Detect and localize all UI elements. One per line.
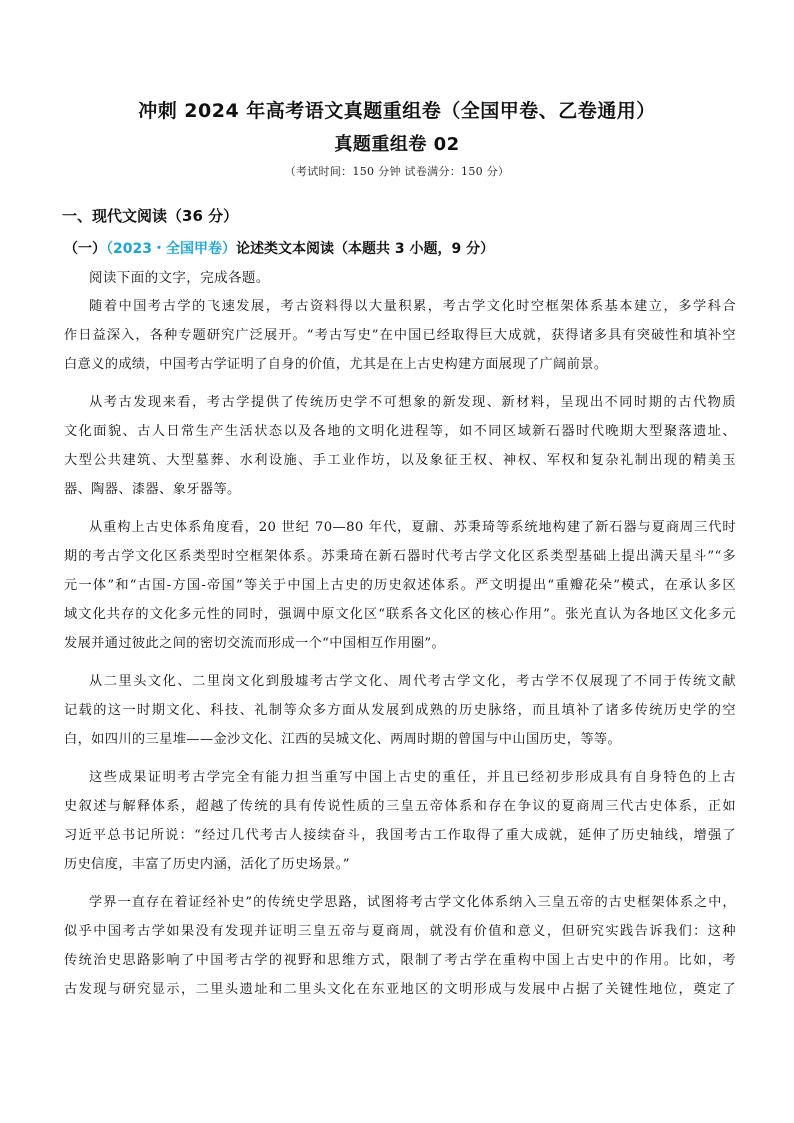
- sub-heading-title: 论述类文本阅读（本题共 3 小题，9 分）: [235, 241, 495, 257]
- passage-line: 元一体”和“古国-方国-帝国”等关于中国上古史的历史叙述体系。严文明提出“重瓣花朵”模式，在承认多区: [64, 578, 736, 593]
- passage-line: 这些成果证明考古学完全有能力担当重写中国上古史的重任，并且已经初步形成具有自身特色的上古: [89, 770, 736, 785]
- section-heading: 一、现代文阅读（36 分）: [62, 207, 239, 225]
- passage-line: 从重构上古史体系角度看，20 世纪 70—80 年代，夏鼐、苏秉琦等系统地构建了新石器与夏商周三代时: [89, 520, 736, 535]
- instruction-text: 阅读下面的文字，完成各题。: [89, 270, 270, 286]
- passage-line: 白意义的成绩，中国考古学证明了自身的价值，尤其是在上古史构建方面展现了广阔前景。: [64, 357, 608, 372]
- exam-info: （考试时间：150 分钟 试卷满分：150 分）: [284, 165, 510, 178]
- passage-line: 史叙述与解释体系，超越了传统的具有传说性质的三皇五帝体系和存在争议的夏商周三代古史体系，正如: [64, 799, 736, 814]
- passage-line: 从考古发现来看，考古学提供了传统历史学不可想象的新发现、新材料，呈现出不同时期的古代物质: [89, 395, 736, 410]
- sub-heading-source: （2023・全国甲卷）: [106, 241, 236, 257]
- passage-line: 器、陶器、漆器、象牙器等。: [64, 482, 241, 497]
- passage-line: 记载的这一时期文化、科技、礼制等众多方面从发展到成熟的历史脉络，而且填补了诸多传统历史学的空: [64, 703, 736, 718]
- passage-line: 文化面貌、古人日常生产生活状态以及各地的文明化进程等，如不同区域新石器时代晚期大型聚落遗址、: [64, 424, 736, 439]
- passage-line: 传统治史思路影响了中国考古学的视野和思维方式，限制了考古学在重构中国上古史中的作用。比如，考: [64, 953, 736, 968]
- passage-line: 随着中国考古学的飞速发展，考古资料得以大量积累，考古学文化时空框架体系基本建立，多学科合: [89, 299, 736, 314]
- passage-line: 习近平总书记所说：“经过几代考古人接续奋斗，我国考古工作取得了重大成就，延伸了历史轴线，增强了: [64, 828, 736, 843]
- passage-line: 大型公共建筑、大型墓葬、水利设施、手工业作坊，以及象征王权、神权、军权和复杂礼制出现的精美玉: [64, 453, 736, 468]
- passage-line: 学界一直存在着证经补史”的传统史学思路，试图将考古学文化体系纳入三皇五帝的古史框架体系之中，: [89, 895, 736, 910]
- passage-line: 期的考古学文化区系类型时空框架体系。苏秉琦在新石器时代考古学文化区系类型基础上提出满天星斗”“多: [64, 549, 736, 564]
- document-subtitle: 真题重组卷 02: [334, 134, 460, 155]
- passage-line: 作日益深入，各种专题研究广泛展开。“考古写史”在中国已经取得巨大成就，获得诸多具有突破性和填补空: [64, 328, 736, 343]
- passage-line: 古发现与研究显示，二里头遗址和二里头文化在东亚地区的文明形成与发展中占据了关键性地位，奠定了: [64, 982, 736, 997]
- passage-line: 域文化共存的文化多元性的同时，强调中原文化区“联系各文化区的核心作用”。张光直认为各地区文化多元: [64, 607, 736, 622]
- passage-line: 白，如四川的三星堆——金沙文化、江西的吴城文化、两周时期的曾国与中山国历史，等等。: [64, 732, 622, 747]
- passage-line: 似乎中国考古学如果没有发现并证明三皇五帝与夏商周，就没有价值和意义，但研究实践告诉我们：这种: [64, 924, 736, 939]
- sub-heading-prefix: （一）: [64, 241, 106, 257]
- sub-heading: [64, 238, 494, 258]
- document-title: 冲刺 2024 年高考语文真题重组卷（全国甲卷、乙卷通用）: [138, 100, 656, 122]
- passage-line: 历史信度，丰富了历史内涵，活化了历史场景。”: [64, 857, 350, 872]
- passage-line: 从二里头文化、二里岗文化到殷墟考古学文化、周代考古学文化，考古学不仅展现了不同于传统文献: [89, 674, 736, 689]
- passage-line: 发展并通过彼此之间的密切交流而形成一个“中国相互作用圈”。: [64, 636, 446, 651]
